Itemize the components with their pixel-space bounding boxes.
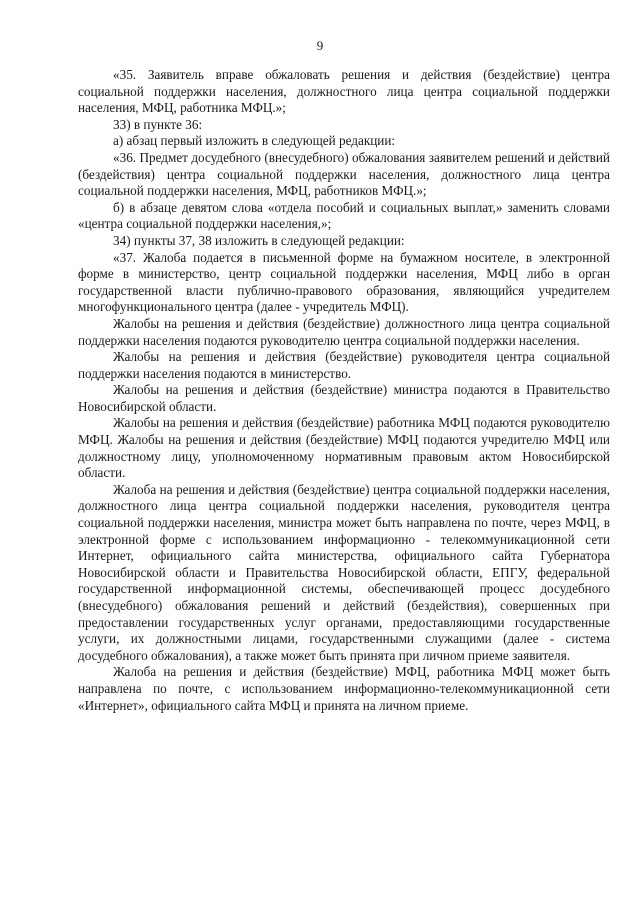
paragraph-complaint-mfc-worker: Жалобы на решения и действия (бездействие) работника МФЦ подаются руководителю МФЦ. Жалобы на решения и действия (бездействие) МФЦ подаются учредителю МФЦ или должностному лицу, уполномоченному нормативным правовым актом Новосибирской области. — [78, 415, 610, 481]
paragraph-item-35: «35. Заявитель вправе обжаловать решения и действия (бездействие) центра социальной поддержки населения, должностного лица центра социальной поддержки населения, МФЦ, работника МФЦ.»; — [78, 67, 610, 116]
paragraph-subitem-b: б) в абзаце девятом слова «отдела пособий и социальных выплат,» заменить словами «центра социальной поддержки населения,»; — [78, 199, 610, 232]
paragraph-item-36: «36. Предмет досудебного (внесудебного) обжалования заявителем решений и действий (бездействия) центра социальной поддержки населения, должностного лица центра социальной поддержки населения, МФЦ, работников МФЦ.»; — [78, 149, 610, 199]
paragraph-complaint-head: Жалобы на решения и действия (бездействие) руководителя центра социальной поддержки населения подаются в министерство. — [78, 349, 610, 381]
paragraph-subitem-34: 34) пункты 37, 38 изложить в следующей редакции: — [113, 232, 405, 248]
paragraph-item-37: «37. Жалоба подается в письменной форме на бумажном носителе, в электронной форме в министерство, центр социальной поддержки населения, МФЦ либо в орган государственной власти публично-правового образования, являющийся учредителем многофункционального центра (далее - учредитель МФЦ). — [78, 249, 610, 315]
document-body — [78, 67, 610, 714]
paragraph-complaint-official: Жалобы на решения и действия (бездействие) должностного лица центра социальной поддержки населения подаются руководителю центра социальной поддержки населения. — [78, 315, 610, 348]
page-number: 9 — [316, 38, 324, 53]
paragraph-complaint-minister: Жалобы на решения и действия (бездействие) министра подаются в Правительство Новосибирской области. — [78, 382, 610, 414]
paragraph-subitem-a: а) абзац первый изложить в следующей редакции: — [113, 133, 396, 149]
paragraph-complaint-submission: Жалоба на решения и действия (бездействие) центра социальной поддержки населения, должностного лица центра социальной поддержки населения, руководителя центра социальной поддержки населения, министра может быть направлена по почте, через МФЦ, в электронной форме с использованием информационно - телекоммуникационной сети Интернет, официального сайта министерства, официального сайта Губернатора Новосибирской области и Правительства Новосибирской области, ЕПГУ, федеральной государственной информационной системы, обеспечивающей процесс досудебного (внесудебного) обжалования решений и действий (бездействия), совершенных при предоставлении государственных услуг органами, предоставляющими государственные услуги, их должностными лицами, государственными служащими (далее - система досудебного обжалования), а также может быть принята при личном приеме заявителя. — [78, 481, 610, 663]
paragraph-complaint-mfc: Жалоба на решения и действия (бездействие) МФЦ, работника МФЦ может быть направлена по почте, с использованием информационно-телекоммуникационной сети «Интернет», официального сайта МФЦ и принята на личном приеме. — [78, 664, 610, 713]
paragraph-subitem-33: 33) в пункте 36: — [113, 116, 203, 132]
